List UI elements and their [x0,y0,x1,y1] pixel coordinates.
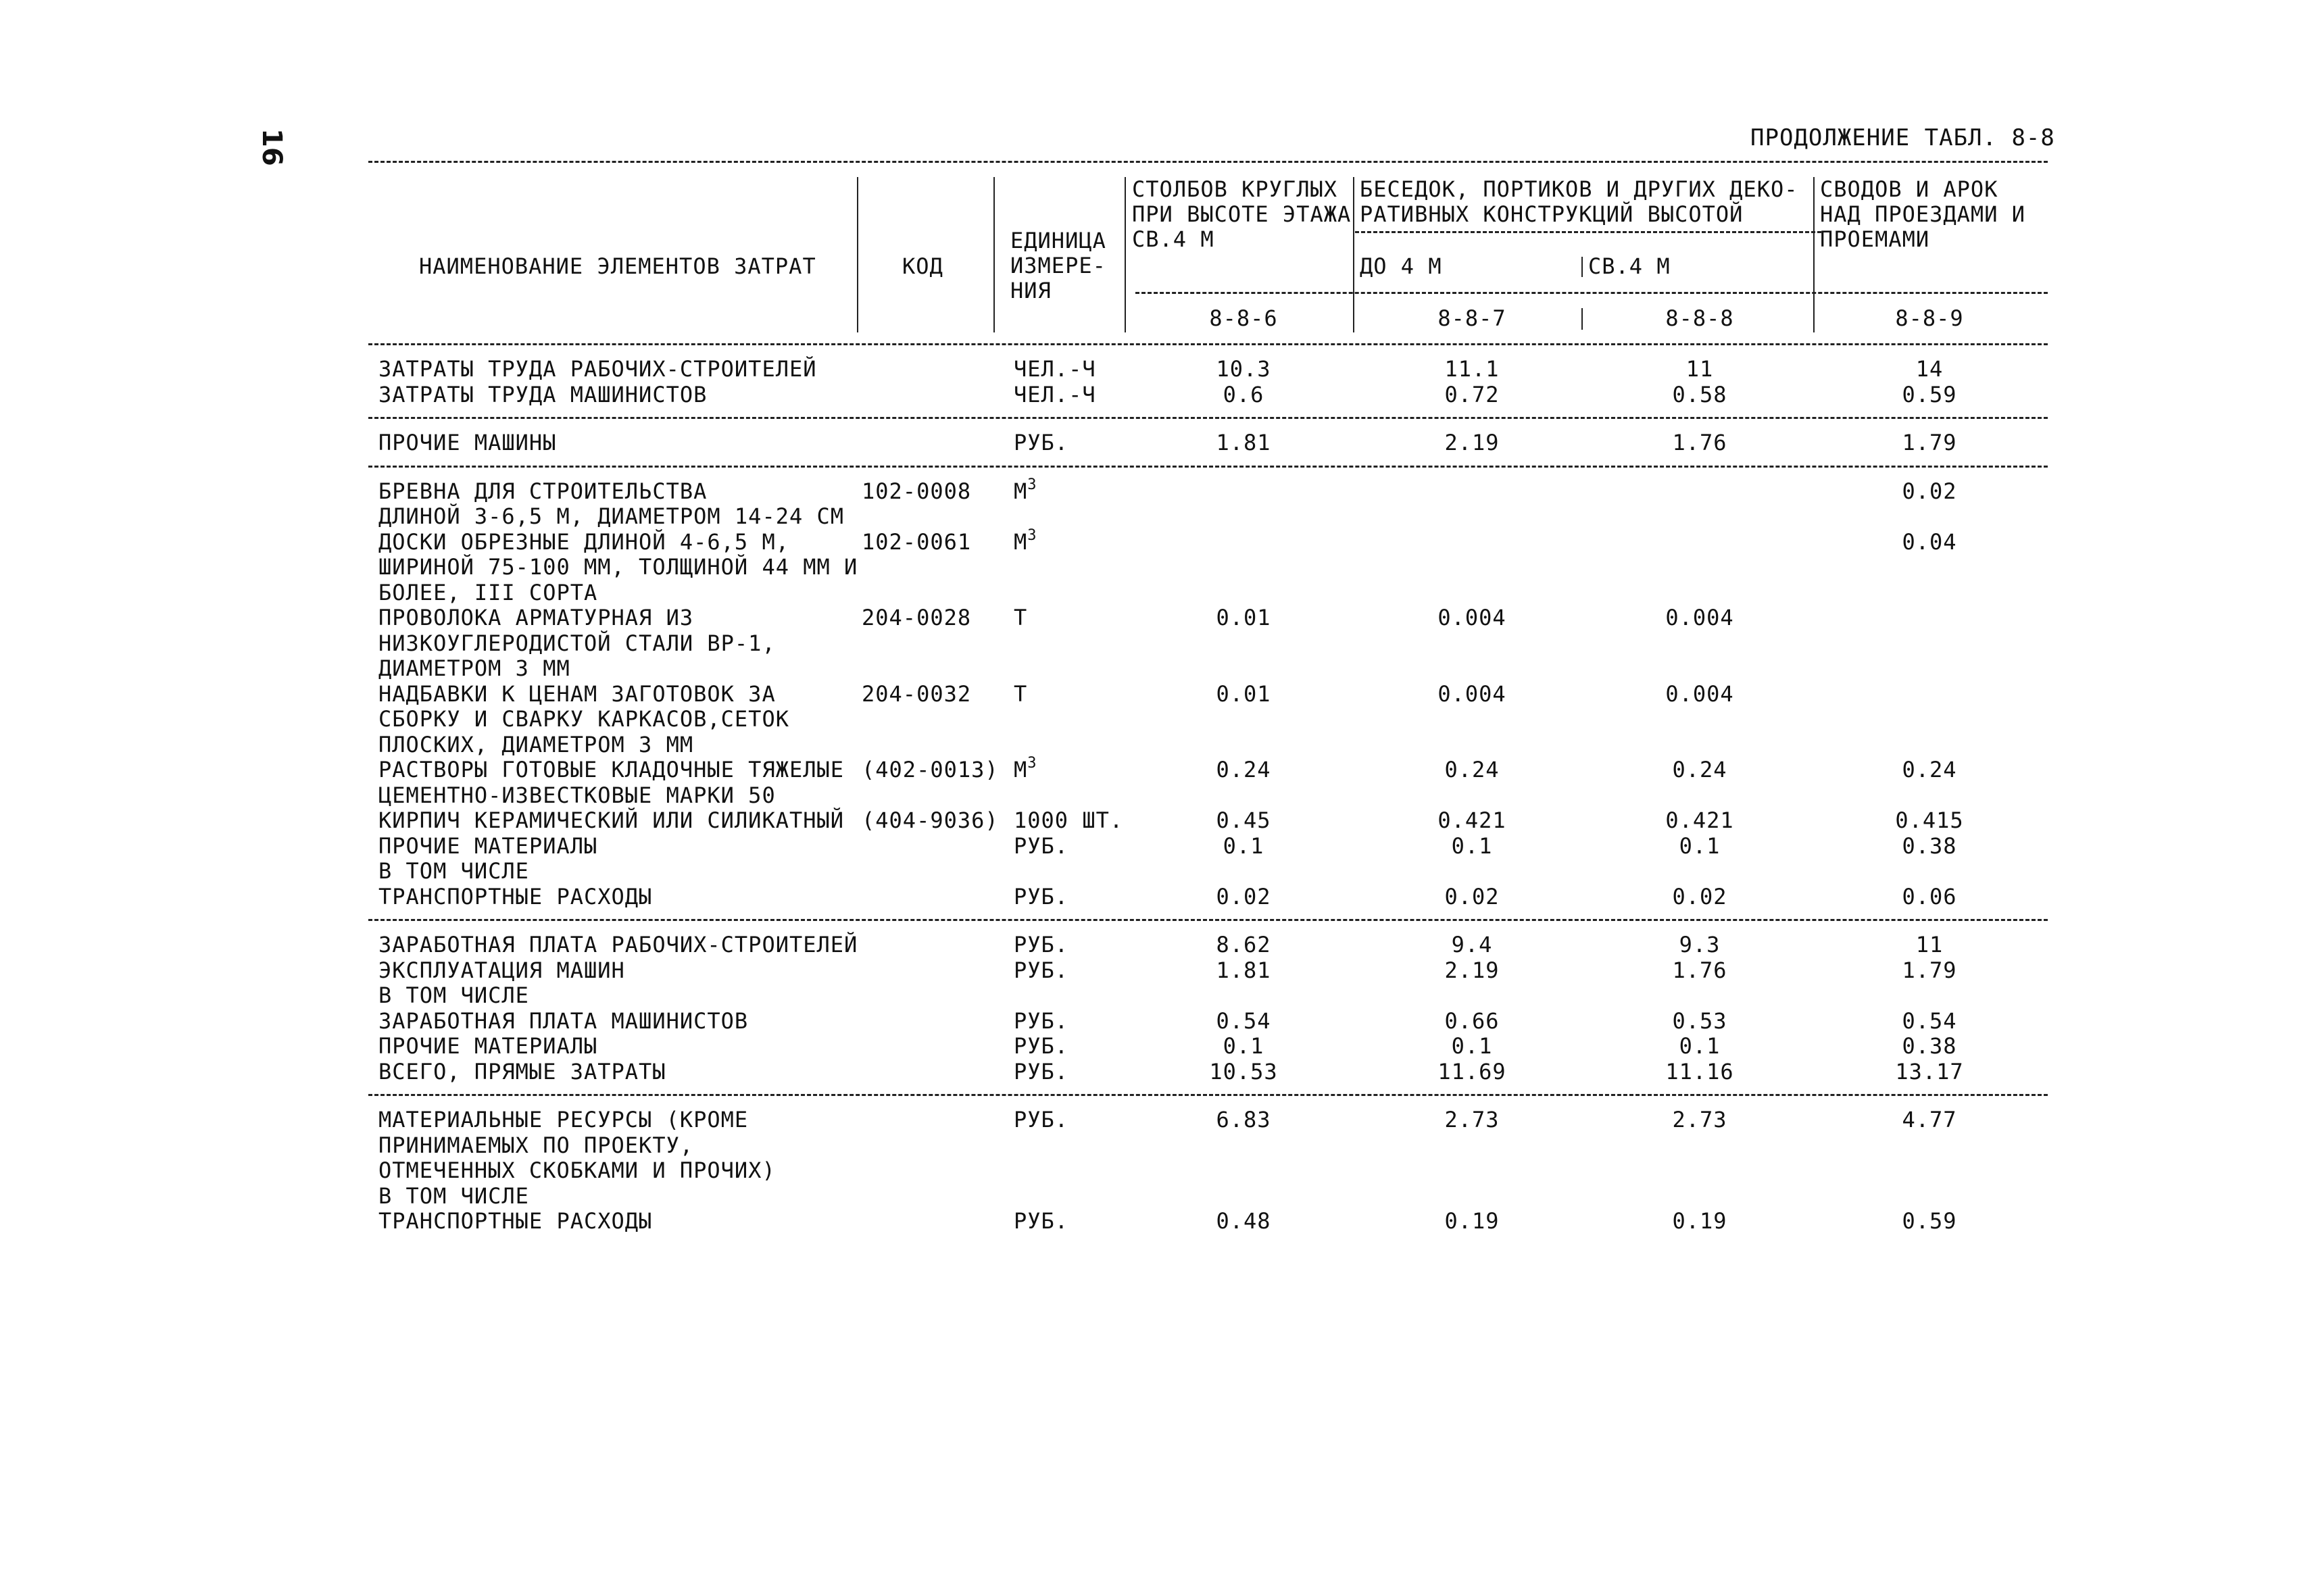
header-unit-column: ЕДИНИЦА [1010,228,1106,253]
column-separator [857,177,858,332]
header-group3-label: НАД ПРОЕЗДАМИ И [1820,201,2025,227]
row-name: ДЛИНОЙ 3-6,5 М, ДИАМЕТРОМ 14-24 СМ [378,503,845,529]
header-code-column: КОД [902,253,943,279]
row-unit [1014,357,1096,381]
header-unit-column: ИЗМЕРЕ- [1010,253,1106,278]
section-rule [368,466,2048,468]
row-value: 0.24 [1216,757,1271,782]
row-value: 0.58 [1672,381,1727,407]
row-value: 11 [1685,356,1714,382]
row-unit [1014,1107,1068,1132]
header-group3-label: ПРОЕМАМИ [1820,226,1930,252]
row-name: ПЛОСКИХ, ДИАМЕТРОМ 3 ММ [378,731,694,757]
header-group2-sub2: СВ.4 М [1588,253,1671,279]
row-unit-text: Т [1014,680,1028,707]
row-unit [1014,1209,1068,1233]
column-separator [1581,257,1583,277]
row-value: 0.19 [1672,1208,1727,1234]
row-value: 1.76 [1672,430,1727,455]
row-unit-text: РУБ. [1014,1033,1069,1059]
row-name: ЗАТРАТЫ ТРУДА МАШИНИСТОВ [378,381,708,407]
column-code-label: 8-8-7 [1437,305,1506,331]
row-code: 102-0061 [862,528,972,555]
row-value: 0.38 [1902,1033,1957,1059]
row-value: 4.77 [1902,1107,1957,1132]
row-name: СБОРКУ И СВАРКУ КАРКАСОВ,СЕТОК [378,706,789,732]
row-name: НАДБАВКИ К ЦЕНАМ ЗАГОТОВОК ЗА [378,680,776,707]
row-name: КИРПИЧ КЕРАМИЧЕСКИЙ ИЛИ СИЛИКАТНЫЙ [378,807,845,833]
row-unit-text: М [1014,528,1028,555]
row-name: ЗАРАБОТНАЯ ПЛАТА МАШИНИСТОВ [378,1007,749,1034]
column-separator [1125,177,1126,332]
row-code: 102-0008 [862,478,972,504]
row-value: 0.59 [1902,381,1957,407]
row-name: ДОСКИ ОБРЕЗНЫЕ ДЛИНОЙ 4-6,5 М, [378,528,789,555]
row-name: ПРОЧИЕ МАШИНЫ [378,430,557,455]
row-unit [1014,382,1096,407]
row-unit-text: РУБ. [1014,430,1069,455]
row-name: В ТОМ ЧИСЛЕ [378,1182,529,1209]
row-code: 204-0032 [862,680,972,707]
header-group1-label: СТОЛБОВ КРУГЛЫХ [1132,176,1337,202]
header-group2-label: БЕСЕДОК, ПОРТИКОВ И ДРУГИХ ДЕКО- [1360,176,1798,202]
row-code: (404-9036) [862,807,999,833]
row-value: 9.4 [1451,932,1493,957]
header-unit-column: НИЯ [1010,278,1052,303]
row-value: 0.45 [1216,807,1271,833]
row-name: НИЗКОУГЛЕРОДИСТОЙ СТАЛИ ВР-1, [378,630,776,656]
row-unit-text: ЧЕЛ.-Ч [1014,381,1096,407]
row-value: 0.72 [1444,381,1500,407]
row-unit [1014,834,1068,858]
row-value: 14 [1915,356,1944,382]
row-unit [1014,476,1037,507]
row-unit-text: М [1014,478,1028,504]
row-name: ЗАРАБОТНАЯ ПЛАТА РАБОЧИХ-СТРОИТЕЛЕЙ [378,932,858,957]
row-unit-text: РУБ. [1014,932,1069,957]
header-name-column: НАИМЕНОВАНИЕ ЭЛЕМЕНТОВ ЗАТРАТ [419,253,816,279]
row-name: ЗАТРАТЫ ТРУДА РАБОЧИХ-СТРОИТЕЛЕЙ [378,356,817,382]
row-value: 0.04 [1902,528,1957,555]
row-value: 0.59 [1902,1208,1957,1234]
row-name: ЭКСПЛУАТАЦИЯ МАШИН [378,957,625,983]
row-unit-text: М [1014,757,1028,782]
row-name: БОЛЕЕ, III СОРТА [378,579,598,605]
row-unit-superscript: 3 [1027,476,1037,493]
row-value: 1.76 [1672,957,1727,983]
row-name: ТРАНСПОРТНЫЕ РАСХОДЫ [378,1208,653,1234]
row-code: 204-0028 [862,605,972,630]
header-group1-label: СВ.4 М [1132,226,1214,252]
row-name: ПРОВОЛОКА АРМАТУРНАЯ ИЗ [378,605,694,630]
row-value: 0.004 [1437,680,1506,707]
column-code-label: 8-8-8 [1665,305,1734,331]
row-unit [1014,605,1027,630]
row-value: 11.69 [1437,1058,1506,1084]
row-name: В ТОМ ЧИСЛЕ [378,858,529,884]
row-value: 2.73 [1444,1107,1500,1132]
section-rule [368,1094,2048,1096]
row-unit-text: РУБ. [1014,1058,1069,1084]
row-name: ДИАМЕТРОМ 3 ММ [378,655,570,681]
header-group1-label: ПРИ ВЫСОТЕ ЭТАЖА [1132,201,1352,227]
column-code-label: 8-8-6 [1209,305,1278,331]
row-value: 11 [1915,932,1944,957]
row-unit [1014,430,1068,455]
row-value: 0.19 [1444,1208,1500,1234]
page-number: 16 [256,128,287,166]
row-value: 0.06 [1902,883,1957,909]
row-value: 9.3 [1679,932,1721,957]
row-value: 0.004 [1665,605,1734,630]
row-value: 13.17 [1895,1058,1964,1084]
row-value: 0.1 [1679,1033,1721,1059]
row-name: ПРИНИМАЕМЫХ ПО ПРОЕКТУ, [378,1132,694,1158]
row-value: 0.53 [1672,1007,1727,1034]
row-name: ВСЕГО, ПРЯМЫЕ ЗАТРАТЫ [378,1058,666,1084]
row-value: 0.01 [1216,680,1271,707]
header-bottom-rule [368,343,2048,345]
row-value: 0.66 [1444,1007,1500,1034]
row-name: ПРОЧИЕ МАТЕРИАЛЫ [378,1033,598,1059]
row-value: 0.54 [1216,1007,1271,1034]
row-value: 8.62 [1216,932,1271,957]
row-value: 0.02 [1216,883,1271,909]
row-name: БРЕВНА ДЛЯ СТРОИТЕЛЬСТВА [378,478,708,504]
row-value: 0.421 [1665,807,1734,833]
codes-divider [1135,292,2048,294]
row-unit-text: РУБ. [1014,883,1069,909]
row-name: РАСТВОРЫ ГОТОВЫЕ КЛАДОЧНЫЕ ТЯЖЕЛЫЕ [378,757,845,782]
column-separator [1813,177,1815,332]
table-caption: ПРОДОЛЖЕНИЕ ТАБЛ. 8-8 [1750,124,2055,151]
column-separator [993,177,995,332]
row-unit-text: РУБ. [1014,1208,1069,1234]
row-value: 1.81 [1216,430,1271,455]
row-value: 0.1 [1223,1033,1264,1059]
group2-divider [1355,231,1821,233]
row-value: 0.415 [1895,807,1964,833]
row-value: 0.24 [1444,757,1500,782]
row-value: 11.1 [1444,356,1500,382]
row-value: 0.02 [1902,478,1957,504]
row-unit-text: Т [1014,605,1028,630]
row-value: 0.1 [1679,832,1721,859]
row-value: 2.73 [1672,1107,1727,1132]
row-value: 0.02 [1672,883,1727,909]
section-rule [368,919,2048,921]
row-value: 0.004 [1665,680,1734,707]
row-value: 11.16 [1665,1058,1734,1084]
row-unit [1014,1034,1068,1058]
row-name: ЦЕМЕНТНО-ИЗВЕСТКОВЫЕ МАРКИ 50 [378,782,776,808]
row-value: 0.01 [1216,605,1271,630]
row-value: 10.3 [1216,356,1271,382]
row-name: МАТЕРИАЛЬНЫЕ РЕСУРСЫ (КРОМЕ [378,1107,749,1132]
row-unit [1014,808,1123,832]
row-unit-text: ЧЕЛ.-Ч [1014,356,1096,382]
row-value: 0.421 [1437,807,1506,833]
row-value: 0.48 [1216,1208,1271,1234]
row-unit [1014,1059,1068,1084]
row-value: 2.19 [1444,430,1500,455]
row-unit [1014,1009,1068,1033]
row-unit [1014,757,1037,785]
row-name: ТРАНСПОРТНЫЕ РАСХОДЫ [378,883,653,909]
row-unit [1014,682,1027,706]
row-value: 1.81 [1216,957,1271,983]
row-unit-text: 1000 ШТ. [1014,807,1124,833]
row-code: (402-0013) [862,757,999,782]
row-value: 1.79 [1902,957,1957,983]
row-unit-superscript: 3 [1027,755,1037,772]
row-unit-text: РУБ. [1014,1007,1069,1034]
header-group3-label: СВОДОВ И АРОК [1820,176,1998,202]
row-name: ШИРИНОЙ 75-100 ММ, ТОЛЩИНОЙ 44 ММ И [378,554,858,580]
row-name: ОТМЕЧЕННЫХ СКОБКАМИ И ПРОЧИХ) [378,1157,776,1183]
row-value: 0.004 [1437,605,1506,630]
row-value: 0.1 [1451,1033,1493,1059]
header-group2-sub1: ДО 4 М [1360,253,1442,279]
row-value: 0.24 [1902,757,1957,782]
row-name: В ТОМ ЧИСЛЕ [378,982,529,1008]
row-value: 0.02 [1444,883,1500,909]
row-value: 0.1 [1223,832,1264,859]
row-unit [1014,526,1037,557]
column-separator [1353,177,1354,332]
row-value: 0.38 [1902,832,1957,859]
row-value: 0.54 [1902,1007,1957,1034]
column-separator [1581,308,1583,330]
row-unit-text: РУБ. [1014,832,1069,859]
row-unit-text: РУБ. [1014,1107,1069,1132]
column-code-label: 8-8-9 [1895,305,1964,331]
row-unit-text: РУБ. [1014,957,1069,983]
row-unit [1014,958,1068,982]
row-value: 0.6 [1223,381,1264,407]
row-unit [1014,932,1068,957]
row-value: 0.24 [1672,757,1727,782]
row-name: ПРОЧИЕ МАТЕРИАЛЫ [378,832,598,859]
row-value: 2.19 [1444,957,1500,983]
section-rule [368,417,2048,419]
row-value: 6.83 [1216,1107,1271,1132]
row-value: 0.1 [1451,832,1493,859]
row-unit-superscript: 3 [1027,526,1037,544]
header-top-rule [368,161,2048,163]
row-value: 10.53 [1209,1058,1278,1084]
row-unit [1014,884,1068,909]
row-value: 1.79 [1902,430,1957,455]
header-group2-label: РАТИВНЫХ КОНСТРУКЦИЙ ВЫСОТОЙ [1360,201,1744,227]
